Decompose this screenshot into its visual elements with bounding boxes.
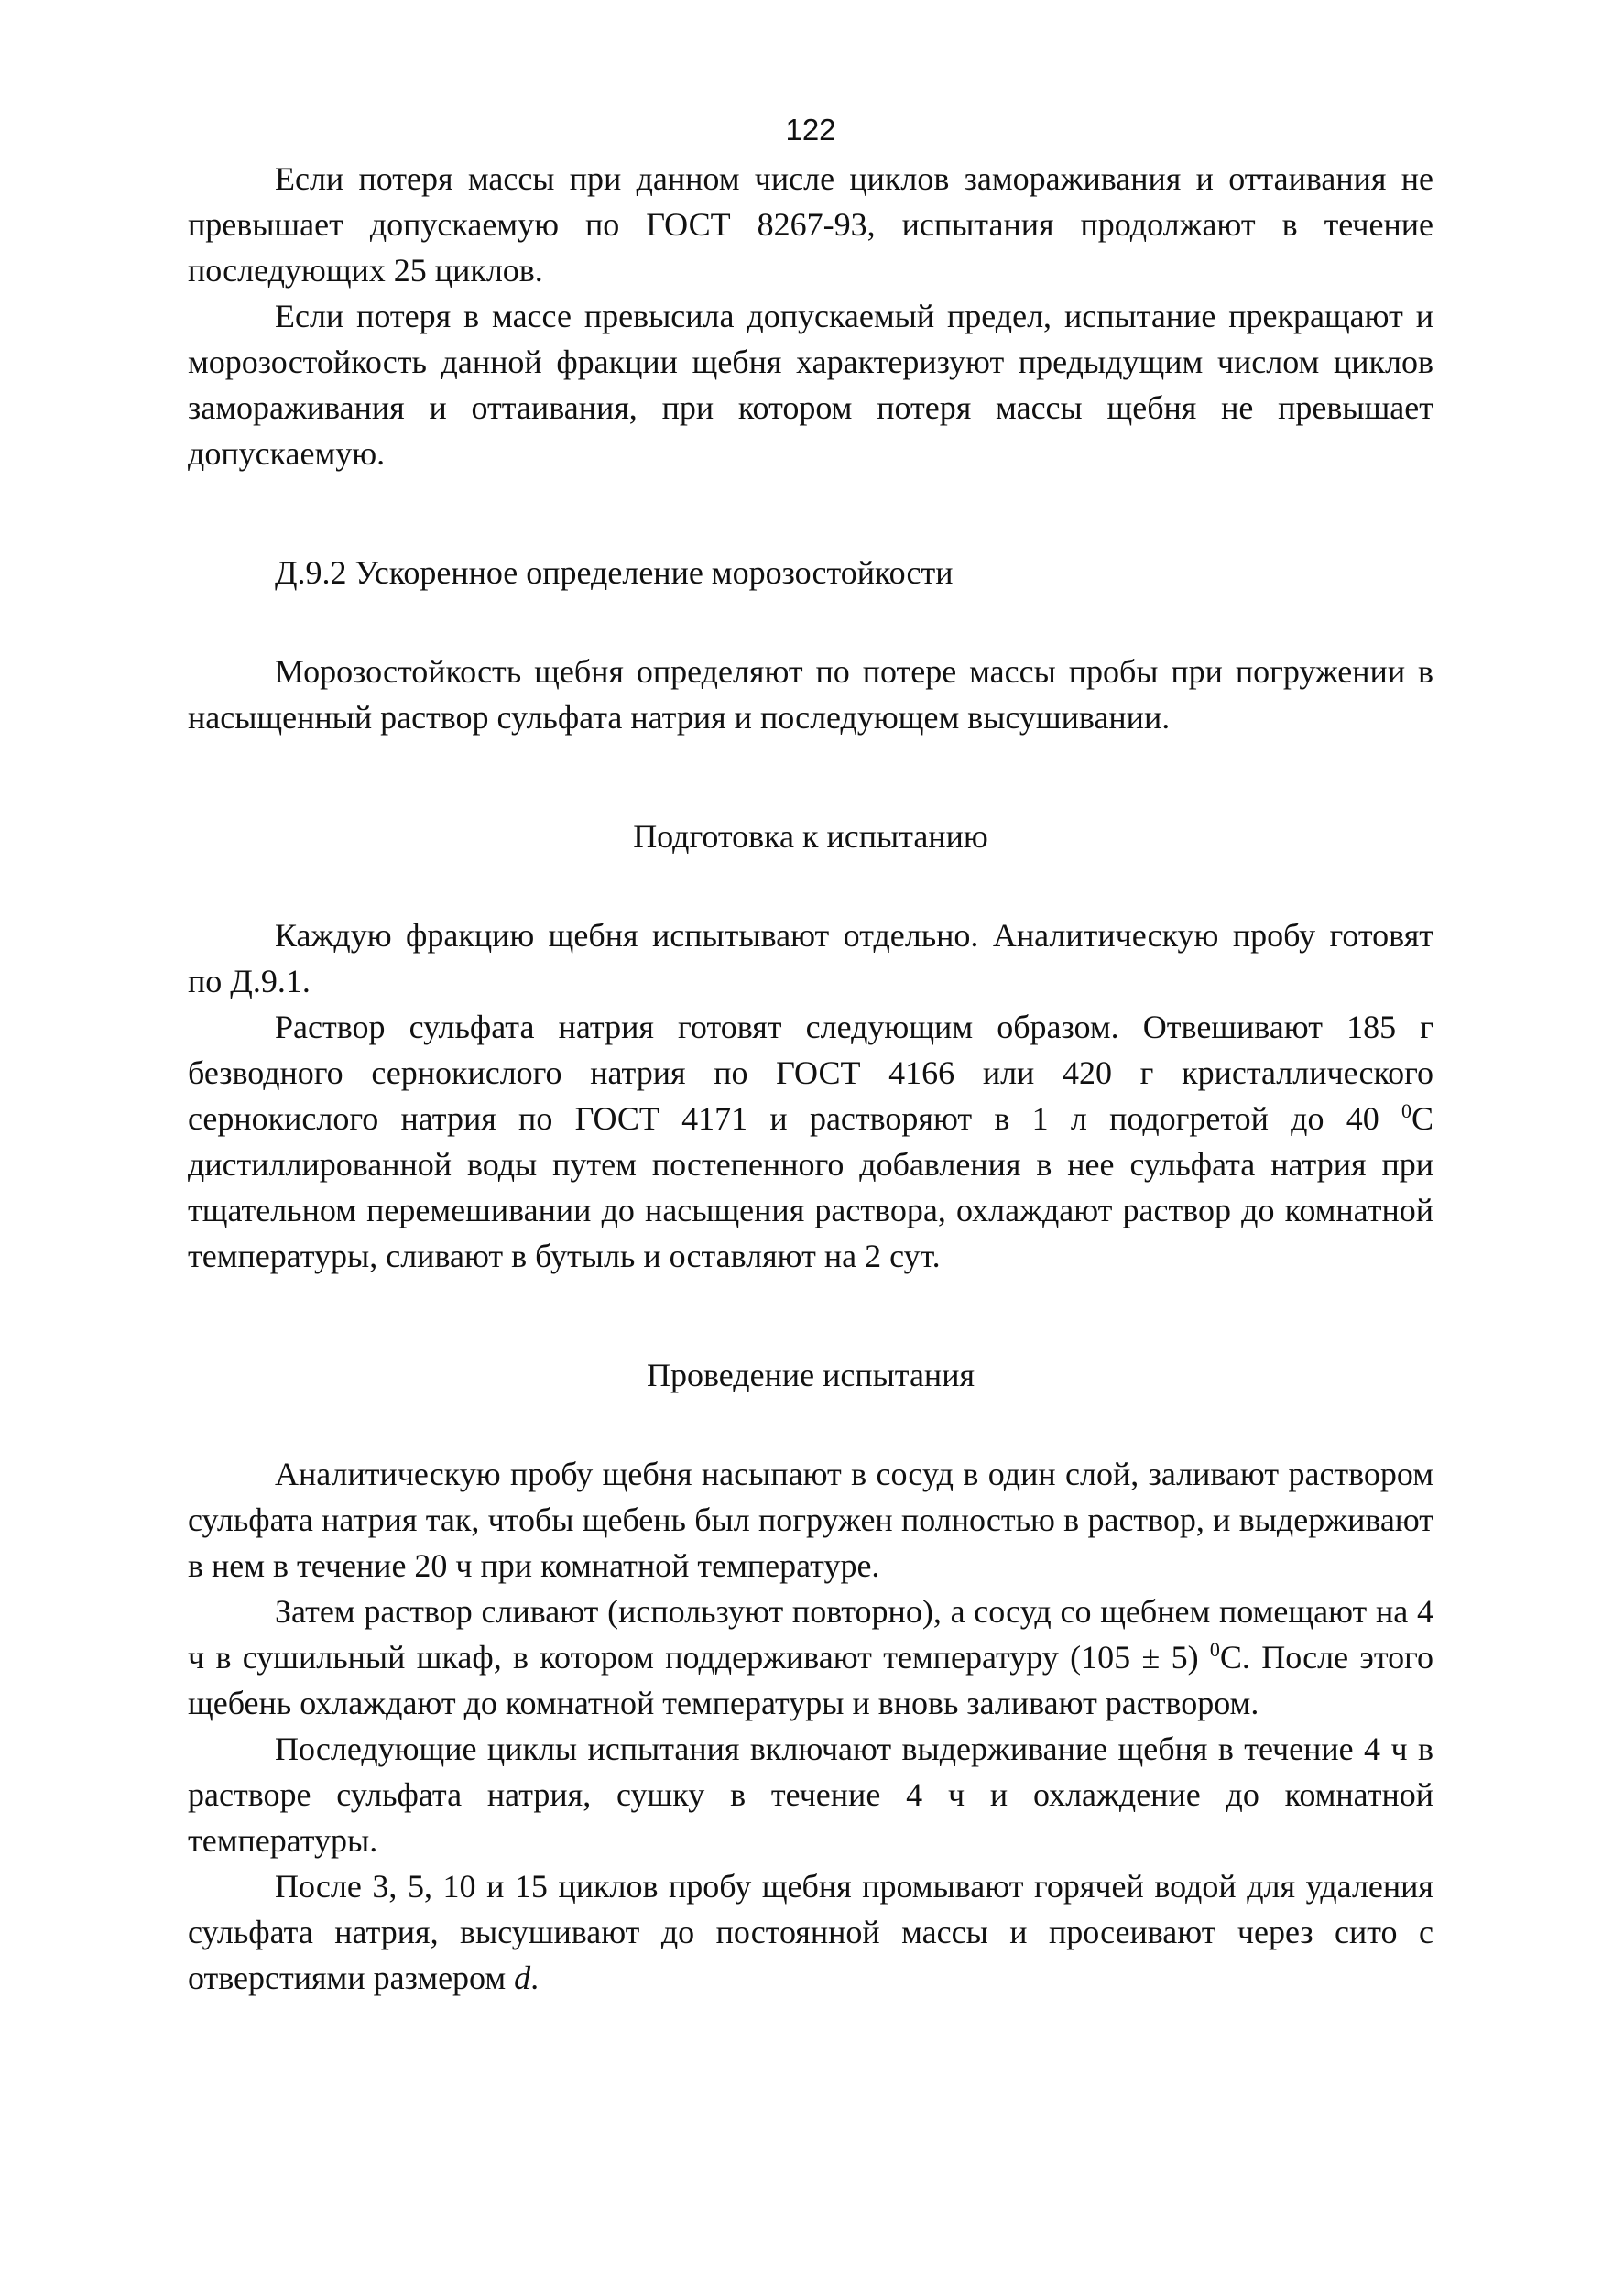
page-number: 122: [785, 113, 836, 147]
paragraph-procedure-1: Аналитическую пробу щебня насыпают в сосуд в один слой, заливают раствором сульфата натрия так, чтобы щебень был погружен полностью в раствор, и выдерживают в нем в течение 20 ч при комнатной температуре.: [188, 1456, 1433, 1584]
paragraph-procedure-4: [188, 1863, 1433, 2001]
subsection-heading-procedure: Проведение испытания: [646, 1357, 975, 1393]
paragraph-procedure-2: [188, 1589, 1433, 1726]
text-segment: С дистиллированной воды путем постепенного добавления в нее сульфата натрия при тщательном перемешивании до насыщения раствора, охлаждают раствор до комнатной температуры, сливают в бутыль и оставляют на 2 сут.: [188, 1100, 1433, 1274]
paragraph-preparation-1: Каждую фракцию щебня испытывают отдельно. Аналитическую пробу готовят по Д.9.1.: [188, 917, 1433, 999]
text-segment: .: [530, 1960, 540, 1996]
text-segment: После 3, 5, 10 и 15 циклов пробу щебня промывают горячей водой для удаления сульфата натрия, высушивают до постоянной массы и просеивают через сито с отверстиями размером: [188, 1868, 1433, 1996]
paragraph-procedure-3: Последующие циклы испытания включают выдерживание щебня в течение 4 ч в растворе сульфата натрия, сушку в течение 4 ч и охлаждение до комнатной температуры.: [188, 1731, 1433, 1859]
paragraph-mass-loss-continue: Если потеря массы при данном числе циклов замораживания и оттаивания не превышает допускаемую по ГОСТ 8267-93, испытания продолжают в течение последующих 25 циклов.: [188, 160, 1433, 289]
degree-superscript: 0: [1209, 1638, 1220, 1661]
document-page: [188, 110, 1433, 2001]
paragraph-section-intro: Морозостойкость щебня определяют по потере массы пробы при погружении в насыщенный раствор сульфата натрия и последующем высушивании.: [188, 653, 1433, 736]
text-segment: Раствор сульфата натрия готовят следующим образом. Отвешивают 185 г безводного сернокислого натрия по ГОСТ 4166 или 420 г кристаллического сернокислого натрия по ГОСТ 4171 и растворяют в 1 л подогретой до 40: [188, 1009, 1433, 1137]
text-segment: С. После этого щебень охлаждают до комнатной температуры и вновь заливают раствором.: [188, 1639, 1434, 1721]
paragraph-preparation-2: [188, 1004, 1433, 1279]
paragraph-mass-loss-exceeded: Если потеря в массе превысила допускаемый предел, испытание прекращают и морозостойкость данной фракции щебня характеризуют предыдущим числом циклов замораживания и оттаивания, при котором потеря массы щебня не превышает допускаемую.: [188, 298, 1433, 472]
section-heading-accelerated-frost: Д.9.2 Ускоренное определение морозостойкости: [275, 554, 954, 591]
degree-superscript: 0: [1401, 1099, 1411, 1122]
symbol-d: d: [514, 1960, 531, 1996]
text-segment: Затем раствор сливают (используют повторно), а сосуд со щебнем помещают на 4 ч в сушильный шкаф, в котором поддерживают температуру (105 ± 5): [188, 1593, 1433, 1676]
subsection-heading-preparation: Подготовка к испытанию: [633, 818, 988, 855]
